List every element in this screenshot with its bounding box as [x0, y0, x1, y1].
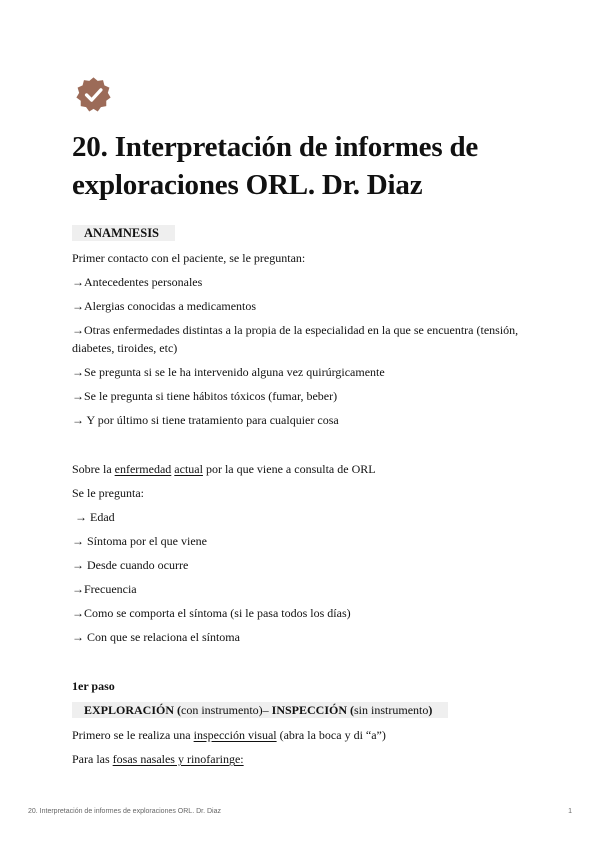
anamnesis-intro: Primer contacto con el paciente, se le preguntan:	[72, 251, 306, 265]
page-title: 20. Interpretación de informes de exploraciones ORL. Dr. Diaz	[72, 131, 479, 201]
paso-label: 1er paso	[72, 679, 115, 693]
list-item: → Edad	[72, 510, 115, 524]
list-item: → Con que se relaciona el síntoma	[72, 630, 240, 644]
footer-text: 20. Interpretación de informes de exploraciones ORL. Dr. Diaz	[28, 808, 221, 815]
fosas-line: Para las fosas nasales y rinofaringe:	[72, 752, 244, 766]
verified-badge-icon	[75, 76, 112, 113]
list-item: →Alergias conocidas a medicamentos	[72, 299, 257, 313]
list-item: →Como se comporta el síntoma (si le pasa todos los días)	[72, 606, 351, 620]
enfermedad-ask: Se le pregunta:	[72, 486, 144, 500]
anamnesis-heading: ANAMNESIS	[72, 224, 175, 242]
enfermedad-line: Sobre la enfermedad actual por la que viene a consulta de ORL	[72, 462, 376, 476]
list-item: →Se le pregunta si tiene hábitos tóxicos (fumar, beber)	[72, 389, 338, 403]
list-item: → Y por último si tiene tratamiento para cualquier cosa	[72, 413, 339, 427]
list-item: →Antecedentes personales	[72, 275, 203, 289]
page-footer	[28, 808, 572, 815]
list-item: →Otras enfermedades distintas a la propia de la especialidad en la que se encuentra (tensión, diabetes, tiroides, etc)	[72, 323, 519, 355]
exploracion-heading: EXPLORACIÓN (con instrumento)– INSPECCIÓN (sin instrumento)	[72, 701, 448, 719]
inspeccion-line: Primero se le realiza una inspección visual (abra la boca y di “a”)	[72, 728, 386, 742]
list-item: →Frecuencia	[72, 582, 137, 596]
list-item: → Desde cuando ocurre	[72, 558, 189, 572]
list-item: → Síntoma por el que viene	[72, 534, 207, 548]
page-number: 1	[568, 808, 572, 815]
list-item: →Se pregunta si se le ha intervenido alguna vez quirúrgicamente	[72, 365, 385, 379]
